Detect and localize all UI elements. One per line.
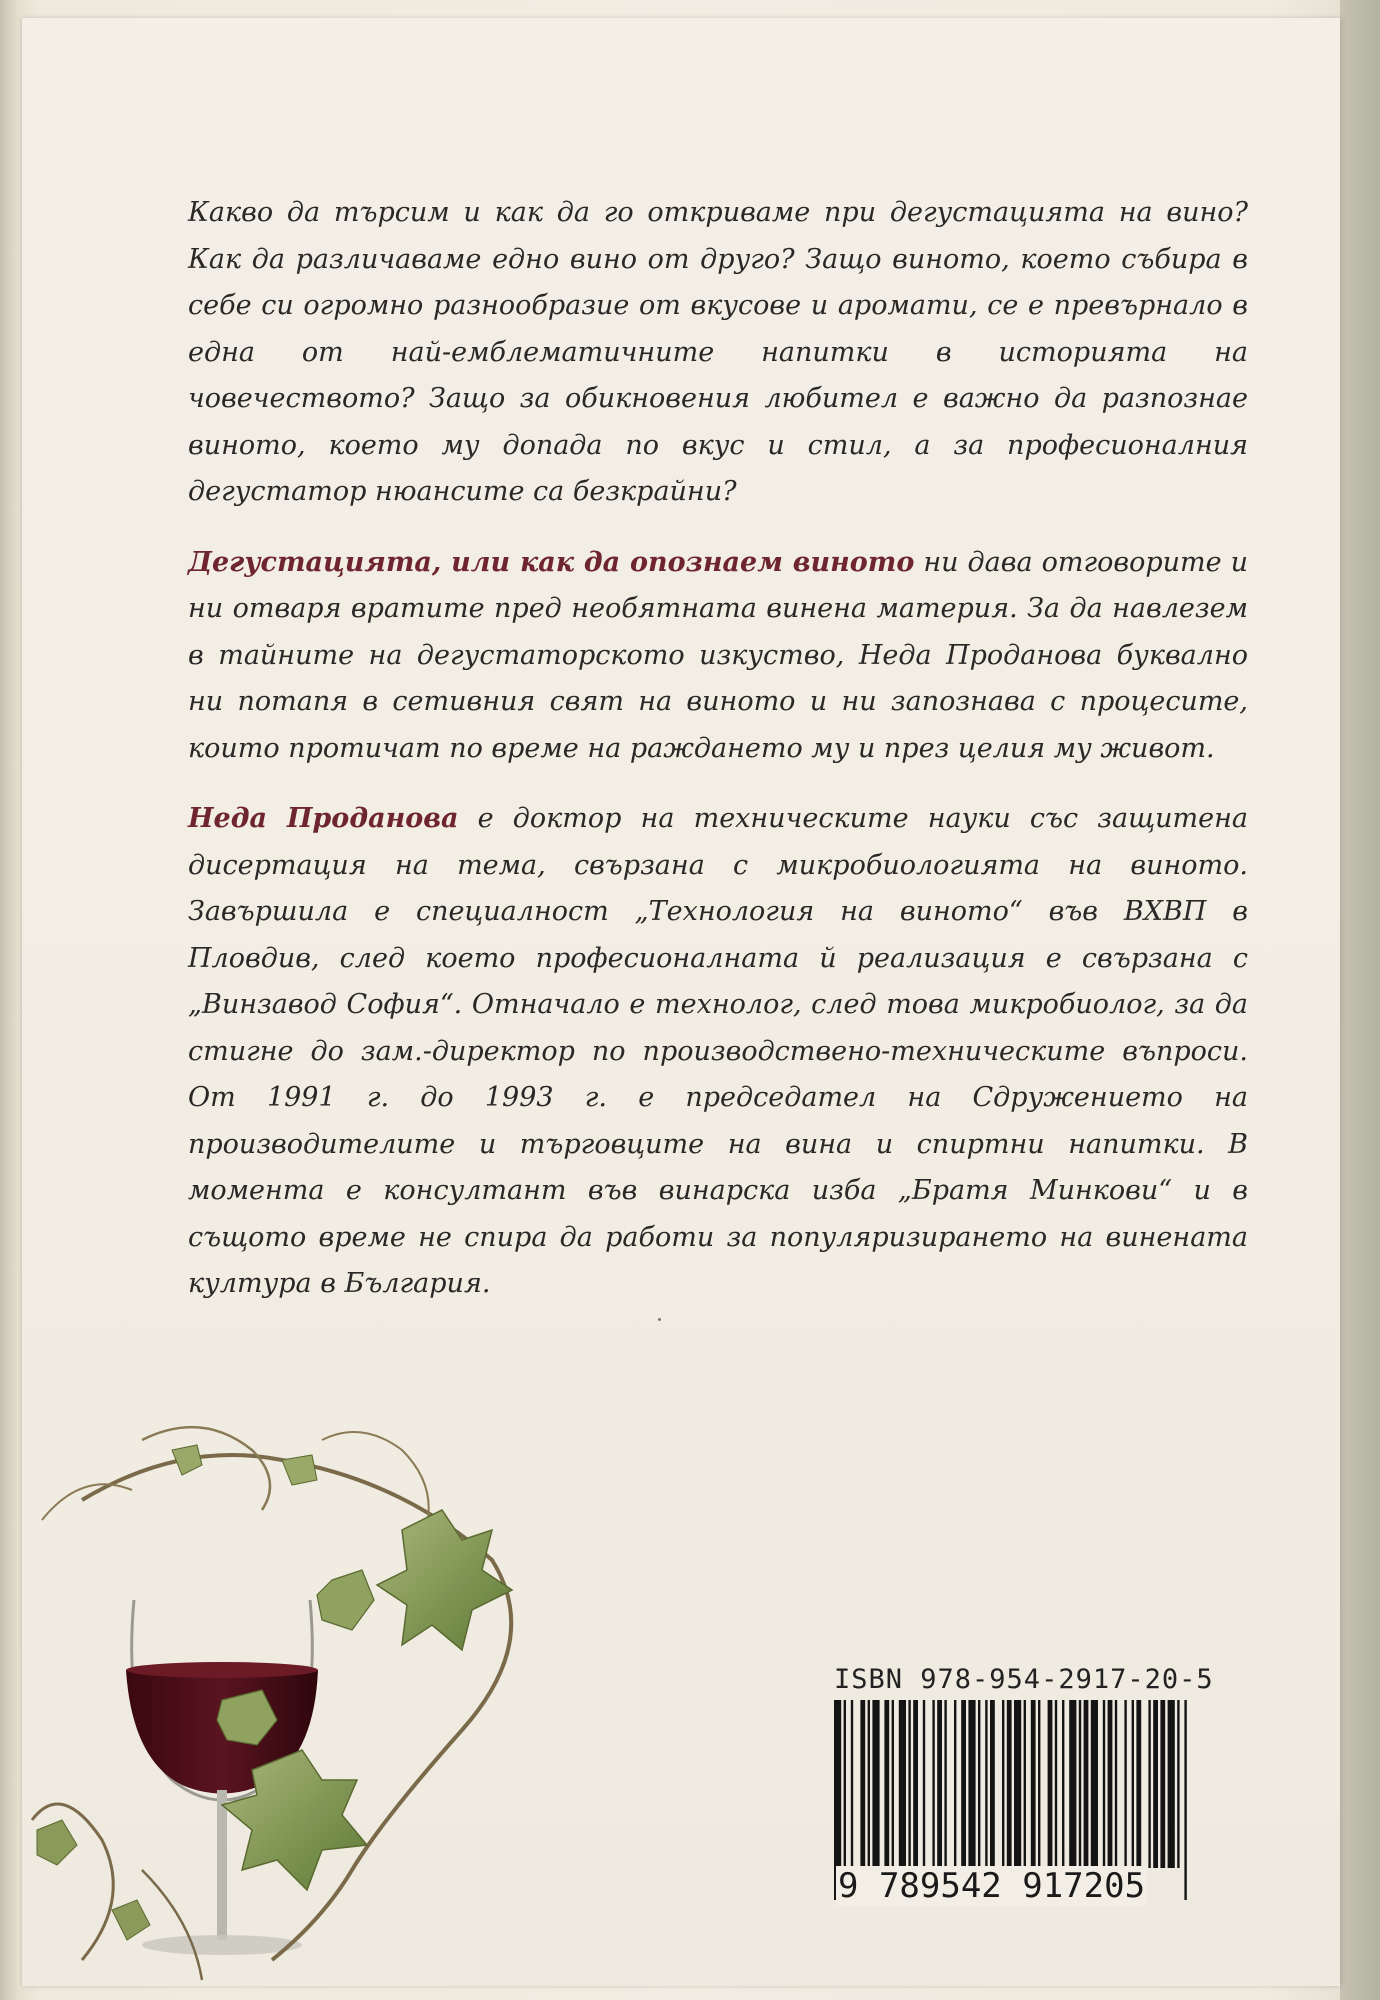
book-title: Дегустацията, или как да опознаем виното — [188, 546, 915, 578]
barcode-bar — [851, 1700, 853, 1868]
barcode-bar — [1124, 1700, 1126, 1868]
barcode-bar — [908, 1700, 910, 1868]
barcode-bar — [1148, 1700, 1150, 1868]
glass-base — [142, 1935, 302, 1955]
intro-text: Какво да търсим и как да го откриваме при дегустацията на вино? Как да различаваме едно вино от друго? Защо виното, което събира в себе си огромно разнообразие от вкусове и аромати, се е превърнало в една от най-емблематичните напитки в историята на човечеството? Защо за обикновения любител е важно да разпознае виното, което му допада по вкус и стил, а за професионалния дегустатор нюансите са безкрайни? — [188, 197, 1248, 507]
grape-leaf — [377, 1510, 512, 1650]
barcode-bar — [961, 1700, 966, 1868]
barcode-bar — [884, 1700, 889, 1868]
barcode-bar — [1031, 1700, 1036, 1868]
barcode-bar — [1007, 1700, 1012, 1868]
barcode-bar — [954, 1700, 956, 1868]
tendril — [142, 1427, 270, 1510]
barcode-bar — [937, 1700, 942, 1868]
tendril — [142, 1870, 202, 1980]
barcode-bar — [860, 1700, 865, 1868]
barcode-bar — [1168, 1700, 1175, 1868]
isbn-label: ISBN 978-954-2917-20-5 — [834, 1664, 1214, 1695]
grape-leaf — [37, 1820, 77, 1865]
barcode-digits: 9 789542 917205 — [838, 1866, 1146, 1906]
barcode-bar — [968, 1700, 975, 1868]
barcode-bar — [899, 1700, 906, 1868]
barcode-bar — [1002, 1700, 1004, 1868]
book-paragraph — [188, 540, 1248, 773]
barcode-bar — [985, 1700, 987, 1868]
wine-glass-vine-illustration — [22, 1400, 622, 1986]
blurb-text — [188, 190, 1248, 1332]
barcode-bar — [1048, 1700, 1053, 1868]
barcode-bar — [1038, 1700, 1040, 1868]
glass-stem — [217, 1790, 227, 1940]
barcode-bar — [1055, 1700, 1057, 1868]
barcode-bar — [978, 1700, 980, 1868]
barcode-bar — [868, 1700, 870, 1868]
barcode-bar — [1153, 1700, 1158, 1868]
barcode-bar — [1091, 1700, 1098, 1868]
barcode-bar — [1084, 1700, 1089, 1868]
barcode-bar — [913, 1700, 918, 1868]
barcode-bar — [932, 1700, 934, 1868]
barcode-bar — [1024, 1700, 1026, 1868]
barcode-bar — [1079, 1700, 1081, 1868]
barcode-bar — [1069, 1700, 1076, 1868]
barcode-bar — [892, 1700, 894, 1868]
author-bio: е доктор на техническите науки със защитена дисертация на тема, свързана с микробиологията на виното. Завършила е специалност „Технология на виното“ във ВХВП в Пловдив, след което професионалната й реализация е свързана с „Винзавод София“. Отначало е технолог, след това микробиолог, за да стигне до зам.-директор по производствено-техническите въпроси. От 1991 г. до 1993 г. е председател на Сдружението на производителите и търговците на вина и спиртни напитки. В момента е консултант във винарска изба „Братя Минкови“ и в същото време не спира да работи за популяризирането на винената култура в България. — [188, 803, 1248, 1299]
grape-leaf — [112, 1900, 150, 1940]
grape-leaf — [282, 1455, 317, 1485]
barcode-bar — [990, 1700, 995, 1868]
barcode-bar — [944, 1700, 946, 1868]
author-paragraph — [188, 796, 1248, 1308]
barcode-bar — [1115, 1700, 1117, 1868]
wine-surface — [126, 1662, 318, 1678]
tendril — [42, 1484, 132, 1520]
author-name: Неда Проданова — [188, 803, 459, 834]
barcode-bar — [1177, 1700, 1179, 1868]
barcode-bar — [923, 1700, 925, 1868]
speck — [658, 1318, 661, 1321]
barcode-bar — [1132, 1700, 1134, 1868]
barcode-bar — [1160, 1700, 1165, 1868]
barcode-bar — [1108, 1700, 1113, 1868]
barcode-bar — [1103, 1700, 1105, 1868]
grape-leaf — [317, 1570, 374, 1630]
barcode-bar — [1136, 1700, 1141, 1868]
book-description: ни дава отговорите и ни отваря вратите пред необятната винена материя. За да навлезем в тайните на дегустаторското изкуство, Неда Проданова буквално ни потапя в сетивния свят на виното и ни запознава с процесите, които протичат по време на раждането му и през целия му живот. — [188, 546, 1248, 764]
barcode-bar — [1062, 1700, 1064, 1868]
barcode-bar — [872, 1700, 879, 1868]
grape-leaf — [172, 1445, 202, 1475]
book-edge — [1340, 0, 1380, 2000]
intro-paragraph — [188, 190, 1248, 516]
